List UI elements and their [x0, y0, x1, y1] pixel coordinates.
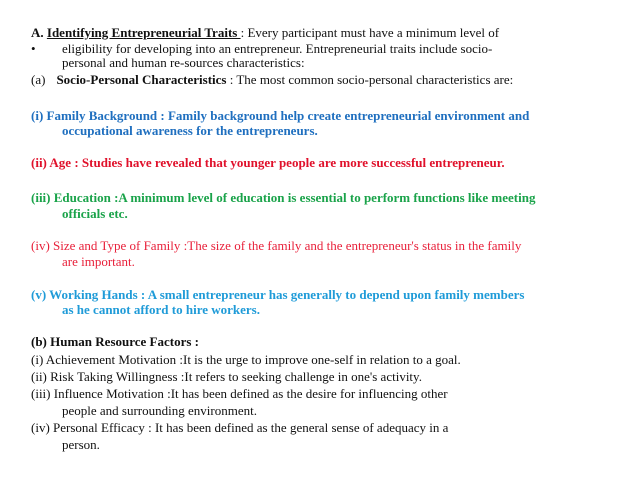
family-size-line2: are important.	[62, 254, 135, 269]
family-background-line2: occupational awareness for the entrepreneurs.	[62, 123, 318, 138]
education-line2: officials etc.	[62, 206, 128, 221]
section-a-intro: : Every participant must have a minimum level of	[240, 25, 500, 40]
subsection-a-line	[31, 72, 513, 88]
section-a-line2: eligibility for developing into an entrepreneur. Entrepreneurial traits include socio-	[62, 41, 493, 56]
age-line: (ii) Age : Studies have revealed that younger people are more successful entrepreneur.	[31, 155, 505, 170]
family-size-line1: (iv) Size and Type of Family :The size of the family and the entrepreneur's status in the family	[31, 238, 522, 253]
family-background-line1: (i) Family Background : Family background help create entrepreneurial environment and	[31, 108, 530, 123]
section-b-line: (i) Achievement Motivation :It is the urge to improve one-self in relation to a goal.	[31, 352, 461, 367]
section-b-line: (ii) Risk Taking Willingness :It refers to seeking challenge in one's activity.	[31, 369, 422, 384]
section-a-heading: Identifying Entrepreneurial Traits	[46, 25, 241, 40]
section-b-line: people and surrounding environment.	[62, 403, 257, 418]
bullet: •	[31, 41, 36, 56]
section-b-heading: (b) Human Resource Factors :	[31, 334, 200, 349]
working-hands-line2: as he cannot afford to hire workers.	[62, 302, 260, 317]
section-b-line: person.	[62, 437, 100, 452]
education-line1: (iii) Education :A minimum level of education is essential to perform functions like meeting	[31, 190, 536, 205]
section-b-line: (iii) Influence Motivation :It has been defined as the desire for influencing other	[31, 386, 448, 401]
section-b-line: (iv) Personal Efficacy : It has been defined as the general sense of adequacy in a	[31, 420, 449, 435]
subsection-a-text: : The most common socio-personal characteristics are:	[226, 72, 514, 87]
section-a-prefix: A.	[31, 25, 47, 40]
working-hands-line1: (v) Working Hands : A small entrepreneur has generally to depend upon family members	[31, 287, 525, 302]
section-a-title-line	[31, 25, 499, 41]
subsection-a-marker: (a)	[31, 72, 46, 87]
section-a-line3: personal and human re-sources characteristics:	[62, 55, 305, 70]
subsection-a-heading: Socio-Personal Characteristics	[56, 72, 227, 87]
